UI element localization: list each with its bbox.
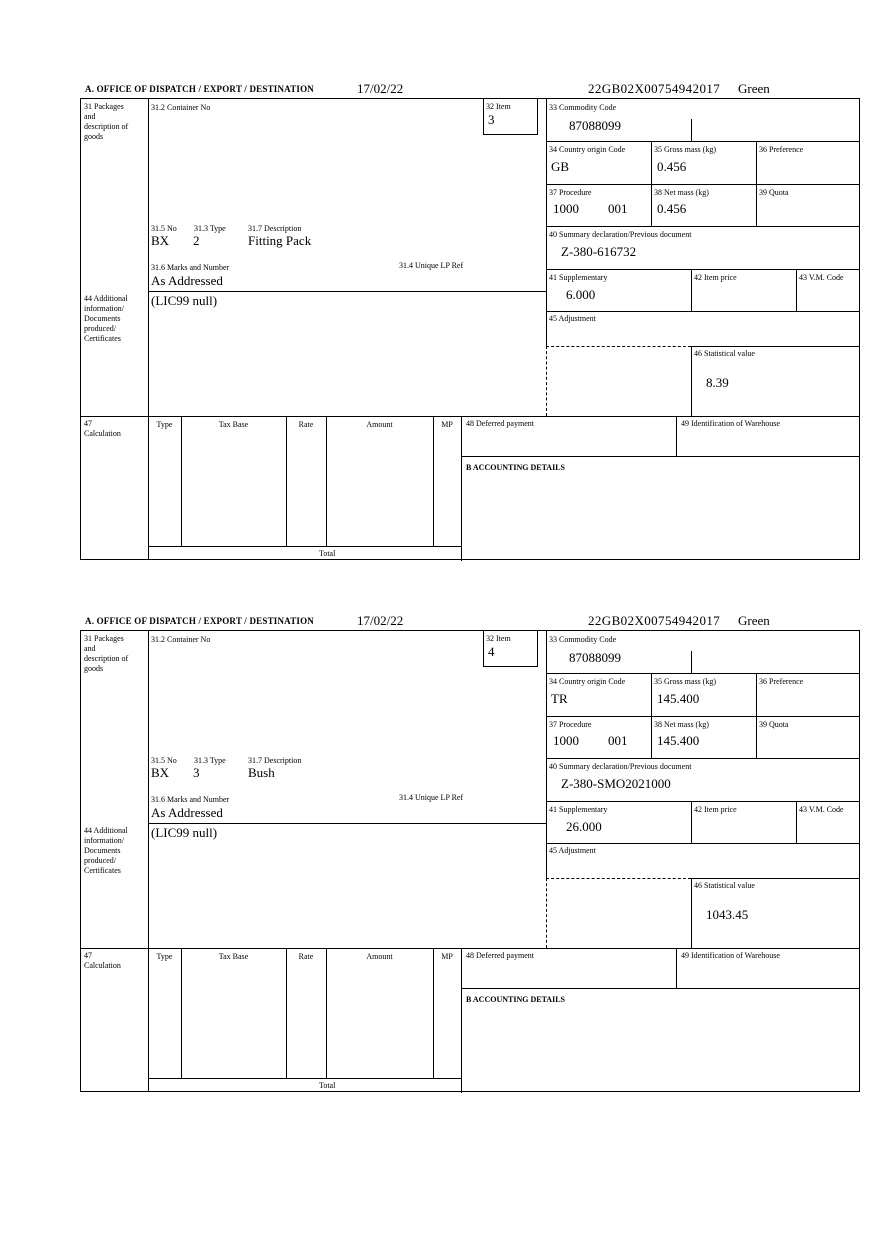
procedure-code-2-value: 001 bbox=[608, 733, 628, 748]
divider-line bbox=[676, 948, 677, 988]
accounting-details-label: B ACCOUNTING DETAILS bbox=[466, 463, 565, 472]
box48-deferred-label: 48 Deferred payment bbox=[466, 419, 534, 428]
country-origin-value: TR bbox=[551, 691, 568, 706]
declaration-item-section bbox=[80, 612, 860, 1094]
net-mass-value: 145.400 bbox=[657, 733, 700, 748]
divider-line bbox=[148, 291, 546, 292]
dashed-divider-line bbox=[546, 878, 547, 948]
office-of-dispatch-label: A. OFFICE OF DISPATCH / EXPORT / DESTINATION bbox=[85, 84, 315, 94]
procedure-code-value: 1000 bbox=[553, 201, 579, 216]
additional-information-value: (LIC99 null) bbox=[151, 825, 218, 840]
item-number-value: 4 bbox=[488, 644, 495, 659]
divider-line bbox=[461, 948, 462, 1093]
col-amount-header: Amount bbox=[366, 420, 393, 429]
gross-mass-value: 145.400 bbox=[657, 691, 700, 706]
dashed-divider-line bbox=[546, 878, 691, 879]
box31-5-no-label: 31.5 No bbox=[151, 756, 177, 765]
divider-line bbox=[651, 141, 652, 226]
routing-status: Green bbox=[738, 81, 770, 96]
divider-line bbox=[546, 801, 859, 802]
item-form-box bbox=[80, 98, 860, 560]
procedure-code-2-value: 001 bbox=[608, 201, 628, 216]
box31-4-lp-ref-label: 31.4 Unique LP Ref bbox=[399, 261, 464, 270]
commodity-code-value: 87088099 bbox=[569, 650, 621, 665]
statistical-value: 1043.45 bbox=[706, 907, 749, 922]
item-number-value: 3 bbox=[488, 112, 495, 127]
additional-information-value: (LIC99 null) bbox=[151, 293, 218, 308]
divider-line bbox=[651, 673, 652, 758]
box34-country-label: 34 Country origin Code bbox=[549, 677, 626, 686]
box42-item-price-label: 42 Item price bbox=[694, 273, 737, 282]
commodity-code-value: 87088099 bbox=[569, 118, 621, 133]
box39-quota-label: 39 Quota bbox=[759, 720, 789, 729]
box46-statistical-label: 46 Statistical value bbox=[694, 881, 755, 890]
box47-calculation-label: 47 Calculation bbox=[84, 951, 121, 970]
box48-deferred-label: 48 Deferred payment bbox=[466, 951, 534, 960]
col-tax-base-header: Tax Base bbox=[218, 420, 249, 429]
divider-line bbox=[148, 823, 546, 824]
box41-supplementary-label: 41 Supplementary bbox=[549, 805, 608, 814]
box40-summary-label: 40 Summary declaration/Previous document bbox=[549, 230, 692, 239]
divider-line bbox=[326, 416, 327, 546]
box31-2-container-label: 31.2 Container No bbox=[151, 635, 211, 644]
col-mp-header: MP bbox=[441, 952, 453, 961]
divider-line bbox=[181, 948, 182, 1078]
package-type-value: 2 bbox=[193, 233, 200, 248]
accounting-details-label: B ACCOUNTING DETAILS bbox=[466, 995, 565, 1004]
gross-mass-value: 0.456 bbox=[657, 159, 687, 174]
declaration-reference: 22GB02X00754942017 bbox=[588, 613, 721, 628]
item-form-box bbox=[80, 630, 860, 1092]
col-type-header: Type bbox=[156, 420, 173, 429]
box32-item-label: 32 Item bbox=[486, 634, 511, 643]
divider-line bbox=[546, 141, 859, 142]
box37-procedure-label: 37 Procedure bbox=[549, 720, 592, 729]
divider-line bbox=[546, 716, 859, 717]
box38-net-mass-label: 38 Net mass (kg) bbox=[654, 188, 709, 197]
box43-vm-code-label: 43 V.M. Code bbox=[799, 805, 844, 814]
box49-warehouse-label: 49 Identification of Warehouse bbox=[681, 419, 780, 428]
divider-line bbox=[796, 801, 797, 843]
box49-warehouse-label: 49 Identification of Warehouse bbox=[681, 951, 780, 960]
divider-line bbox=[691, 346, 859, 347]
box40-summary-label: 40 Summary declaration/Previous document bbox=[549, 762, 692, 771]
divider-line bbox=[546, 631, 547, 878]
goods-description-value: Bush bbox=[248, 765, 275, 780]
box31-3-type-label: 31.3 Type bbox=[194, 224, 226, 233]
divider-line bbox=[433, 416, 434, 546]
divider-line bbox=[546, 226, 859, 227]
box31-7-description-label: 31.7 Description bbox=[248, 756, 302, 765]
routing-status: Green bbox=[738, 613, 770, 628]
divider-line bbox=[756, 141, 757, 226]
col-type-header: Type bbox=[156, 952, 173, 961]
divider-line bbox=[148, 99, 149, 559]
divider-line bbox=[286, 948, 287, 1078]
package-type-value: 3 bbox=[193, 765, 200, 780]
divider-line bbox=[546, 311, 859, 312]
dashed-divider-line bbox=[546, 346, 691, 347]
box33-commodity-label: 33 Commodity Code bbox=[549, 103, 617, 112]
box47-calculation-label: 47 Calculation bbox=[84, 419, 121, 438]
declaration-date: 17/02/22 bbox=[357, 613, 404, 628]
box41-supplementary-label: 41 Supplementary bbox=[549, 273, 608, 282]
divider-line bbox=[326, 948, 327, 1078]
declaration-date: 17/02/22 bbox=[357, 81, 404, 96]
box31-2-container-label: 31.2 Container No bbox=[151, 103, 211, 112]
box37-procedure-label: 37 Procedure bbox=[549, 188, 592, 197]
office-of-dispatch-label: A. OFFICE OF DISPATCH / EXPORT / DESTINATION bbox=[85, 616, 315, 626]
divider-line bbox=[691, 269, 692, 311]
divider-line bbox=[546, 184, 859, 185]
box43-vm-code-label: 43 V.M. Code bbox=[799, 273, 844, 282]
divider-line bbox=[676, 416, 677, 456]
divider-line bbox=[286, 416, 287, 546]
marks-value: As Addressed bbox=[151, 805, 223, 820]
box36-preference-label: 36 Preference bbox=[759, 677, 804, 686]
box34-country-label: 34 Country origin Code bbox=[549, 145, 626, 154]
box36-preference-label: 36 Preference bbox=[759, 145, 804, 154]
divider-line bbox=[691, 801, 692, 843]
divider-line bbox=[691, 878, 859, 879]
divider-line bbox=[461, 988, 859, 989]
divider-line bbox=[181, 416, 182, 546]
box44-additional-label: 44 Additional information/ Documents produced/ Certificates bbox=[84, 826, 128, 875]
marks-value: As Addressed bbox=[151, 273, 223, 288]
divider-line bbox=[691, 119, 692, 141]
dashed-divider-line bbox=[546, 346, 547, 416]
divider-line bbox=[148, 1078, 461, 1079]
total-label: Total bbox=[319, 1081, 336, 1090]
divider-line bbox=[796, 269, 797, 311]
col-mp-header: MP bbox=[441, 420, 453, 429]
previous-document-value: Z-380-616732 bbox=[561, 244, 637, 259]
divider-line bbox=[148, 631, 149, 1091]
divider-line bbox=[461, 416, 462, 561]
divider-line bbox=[691, 878, 692, 948]
box42-item-price-label: 42 Item price bbox=[694, 805, 737, 814]
box32-item-label: 32 Item bbox=[486, 102, 511, 111]
box38-net-mass-label: 38 Net mass (kg) bbox=[654, 720, 709, 729]
country-origin-value: GB bbox=[551, 159, 570, 174]
divider-line bbox=[691, 346, 692, 416]
box31-6-marks-label: 31.6 Marks and Number bbox=[151, 795, 230, 804]
divider-line bbox=[546, 843, 859, 844]
divider-line bbox=[81, 948, 859, 949]
package-count-value: BX bbox=[151, 765, 170, 780]
net-mass-value: 0.456 bbox=[657, 201, 687, 216]
box31-4-lp-ref-label: 31.4 Unique LP Ref bbox=[399, 793, 464, 802]
previous-document-value: Z-380-SMO2021000 bbox=[561, 776, 671, 791]
declaration-reference: 22GB02X00754942017 bbox=[588, 81, 721, 96]
divider-line bbox=[546, 758, 859, 759]
box31-packages-label: 31 Packages and description of goods bbox=[84, 102, 129, 141]
procedure-code-value: 1000 bbox=[553, 733, 579, 748]
box39-quota-label: 39 Quota bbox=[759, 188, 789, 197]
col-tax-base-header: Tax Base bbox=[218, 952, 249, 961]
total-label: Total bbox=[319, 549, 336, 558]
divider-line bbox=[546, 269, 859, 270]
box31-packages-label: 31 Packages and description of goods bbox=[84, 634, 129, 673]
goods-description-value: Fitting Pack bbox=[248, 233, 312, 248]
statistical-value: 8.39 bbox=[706, 375, 729, 390]
box31-3-type-label: 31.3 Type bbox=[194, 756, 226, 765]
box31-7-description-label: 31.7 Description bbox=[248, 224, 302, 233]
divider-line bbox=[81, 416, 859, 417]
divider-line bbox=[461, 456, 859, 457]
declaration-item-section bbox=[80, 80, 860, 562]
col-amount-header: Amount bbox=[366, 952, 393, 961]
supplementary-units-value: 26.000 bbox=[566, 819, 602, 834]
divider-line bbox=[148, 546, 461, 547]
col-rate-header: Rate bbox=[298, 952, 314, 961]
box31-6-marks-label: 31.6 Marks and Number bbox=[151, 263, 230, 272]
box45-adjustment-label: 45 Adjustment bbox=[549, 846, 596, 855]
divider-line bbox=[756, 673, 757, 758]
divider-line bbox=[433, 948, 434, 1078]
box46-statistical-label: 46 Statistical value bbox=[694, 349, 755, 358]
box45-adjustment-label: 45 Adjustment bbox=[549, 314, 596, 323]
box35-gross-mass-label: 35 Gross mass (kg) bbox=[654, 145, 716, 154]
package-count-value: BX bbox=[151, 233, 170, 248]
box33-commodity-label: 33 Commodity Code bbox=[549, 635, 617, 644]
box35-gross-mass-label: 35 Gross mass (kg) bbox=[654, 677, 716, 686]
box44-additional-label: 44 Additional information/ Documents produced/ Certificates bbox=[84, 294, 128, 343]
supplementary-units-value: 6.000 bbox=[566, 287, 596, 302]
divider-line bbox=[546, 673, 859, 674]
divider-line bbox=[691, 651, 692, 673]
divider-line bbox=[546, 99, 547, 346]
col-rate-header: Rate bbox=[298, 420, 314, 429]
box31-5-no-label: 31.5 No bbox=[151, 224, 177, 233]
